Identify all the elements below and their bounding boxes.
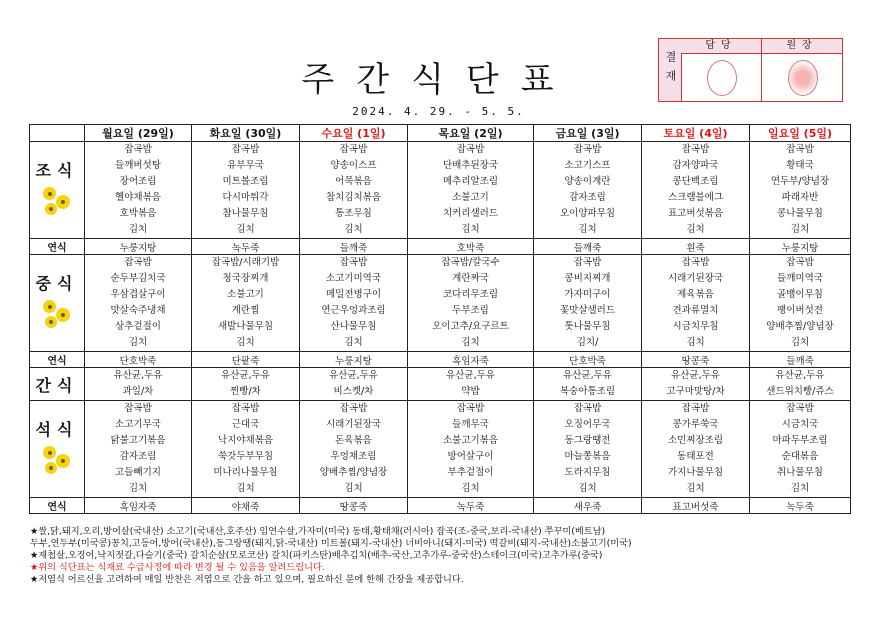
menu-item: 돈육볶음	[335, 435, 372, 446]
menu-item: 단배추된장국	[442, 160, 499, 171]
menu-item: 잡곡밥	[231, 144, 260, 155]
menu-item: 순대볶음	[781, 451, 819, 462]
menu-item: 김치	[461, 337, 480, 348]
day-header-row	[30, 125, 851, 142]
menu-item: 어묵볶음	[335, 176, 372, 187]
menu-item: 가지나물무침	[667, 467, 724, 478]
menu-item: 유산균,두유	[329, 370, 378, 381]
approval-stamp-director	[762, 54, 842, 101]
menu-cell	[85, 142, 192, 239]
menu-item: 김치	[790, 224, 810, 235]
menu-cell	[642, 368, 750, 401]
day-header: 일요일 (5일)	[750, 125, 851, 142]
menu-cell	[642, 255, 750, 352]
menu-cell	[192, 368, 300, 401]
snack-label: 연식	[30, 498, 85, 514]
menu-cell	[300, 368, 408, 401]
menu-item: 과일/차	[122, 386, 154, 397]
menu-item: 유산균,두유	[113, 370, 163, 381]
menu-item: 잡곡밥	[573, 403, 602, 414]
meal-label-cell	[30, 368, 85, 401]
menu-item: 잡곡밥	[786, 257, 814, 268]
snack-cell: 누룽지탕	[85, 239, 192, 255]
menu-cell	[534, 142, 642, 239]
menu-item: 잡곡밥	[339, 403, 368, 414]
menu-item: 팽이버섯전	[777, 305, 823, 316]
menu-cell	[408, 142, 534, 239]
menu-item: 잡곡밥	[786, 403, 814, 414]
meal-label-cell	[30, 142, 85, 239]
menu-item: 김치	[128, 337, 148, 348]
menu-item: 골뱅이무침	[777, 289, 823, 300]
approval-box	[658, 38, 843, 102]
menu-item: 잡곡밥	[231, 403, 260, 414]
corner-cell	[30, 125, 85, 142]
meal-label-cell	[30, 255, 85, 352]
snack-cell: 단호박죽	[534, 352, 642, 368]
meal-label: 간식	[35, 375, 79, 395]
menu-item: 잡곡밥/시래기밥	[211, 257, 280, 268]
menu-cell	[408, 368, 534, 401]
snack-cell: 단호박죽	[85, 352, 192, 368]
snack-label: 연식	[30, 352, 85, 368]
meal-row-dinner	[30, 401, 851, 498]
menu-item: 김치	[686, 483, 705, 494]
menu-item: 치커리샐러드	[442, 208, 499, 219]
menu-item: 메밀전병구이	[325, 289, 382, 300]
meal-row-afternoon	[30, 368, 851, 401]
notes	[30, 526, 860, 586]
snack-cell: 들깨죽	[750, 352, 851, 368]
menu-item: 잡곡밥	[124, 257, 152, 268]
menu-item: 소불고기	[227, 289, 264, 300]
menu-cell	[192, 255, 300, 352]
snack-cell: 누룽지탕	[750, 239, 851, 255]
menu-item: 샌드위치빵/쥬스	[766, 386, 834, 397]
menu-item: 다시마튀각	[222, 192, 269, 203]
menu-item: 김치	[686, 224, 705, 235]
flower-icon	[39, 185, 75, 219]
snack-cell: 흑임자죽	[85, 498, 192, 514]
menu-item: 유부무국	[227, 160, 264, 171]
snack-row-snack2	[30, 352, 851, 368]
snack-cell: 녹두죽	[192, 239, 300, 255]
menu-item: 김치	[686, 337, 705, 348]
menu-cell	[534, 401, 642, 498]
menu-item: 부추겉절이	[447, 467, 494, 478]
menu-item: 잡곡밥	[573, 144, 602, 155]
meal-row-lunch	[30, 255, 851, 352]
menu-item: 시금치무침	[672, 321, 719, 332]
menu-item: 감자양파국	[672, 160, 719, 171]
snack-cell: 새우죽	[534, 498, 642, 514]
menu-item: 비스켓/차	[333, 386, 374, 397]
menu-item: 코다리무조림	[442, 289, 499, 300]
menu-item: 김치	[236, 483, 255, 494]
menu-cell	[85, 368, 192, 401]
menu-item: 헬야채볶음	[115, 192, 161, 203]
menu-item: 들깨무국	[452, 419, 489, 430]
menu-item: 복숭아통조림	[559, 386, 616, 397]
menu-item: 소고기미역국	[325, 273, 382, 284]
menu-item: 동그랑땡전	[564, 435, 611, 446]
day-header: 목요일 (2일)	[408, 125, 534, 142]
menu-item: 톳나물무침	[564, 321, 611, 332]
menu-item: 양배추찜/양념장	[766, 321, 834, 332]
menu-item: 청국장찌개	[222, 273, 269, 284]
menu-item: 마늘쫑볶음	[564, 451, 611, 462]
note-line: 두부,연두부(미국콩)꽁치,고등어,방어(국내산),동그랑땡(돼지,닭-국내산) 미트볼(돼지-국내산) 너비아니(돼지-미국) 떡갈비(돼지-국내산)소불고기(미국)	[30, 538, 632, 549]
snack-cell: 야채죽	[192, 498, 300, 514]
snack-cell: 호박죽	[408, 239, 534, 255]
menu-item: 잡곡밥	[456, 144, 485, 155]
menu-cell	[85, 255, 192, 352]
meal-label: 조식	[35, 161, 79, 180]
menu-item: 메추리알조림	[442, 176, 499, 187]
menu-cell	[642, 142, 750, 239]
menu-item: 김치	[461, 224, 480, 235]
menu-cell	[534, 368, 642, 401]
meal-label-cell	[30, 401, 85, 498]
menu-item: 잡곡밥	[786, 144, 814, 155]
menu-item: 시래기된장국	[667, 273, 724, 284]
menu-item: 감자조림	[569, 192, 606, 203]
menu-item: 잡곡밥	[456, 403, 485, 414]
menu-item: 오이양파무침	[559, 208, 616, 219]
menu-item: 김치	[236, 224, 255, 235]
menu-item: 김치	[344, 224, 363, 235]
menu-item: 계란찜	[231, 305, 260, 316]
menu-item: 소불고기볶음	[442, 435, 499, 446]
menu-item: 우삼겹살구이	[110, 289, 166, 300]
menu-item: 김치	[461, 483, 480, 494]
menu-item: 잡곡밥	[339, 257, 368, 268]
menu-item: 동태포전	[677, 451, 714, 462]
menu-item: 스크램블에그	[667, 192, 724, 203]
menu-item: 방어살구이	[447, 451, 494, 462]
menu-item: 꽃맛살샐러드	[559, 305, 616, 316]
menu-item: 새발나물무침	[217, 321, 274, 332]
approval-stamp-staff	[681, 54, 762, 101]
menu-item: 쑥갓두부무침	[217, 451, 274, 462]
menu-item: 들깨버섯탕	[115, 160, 161, 171]
menu-item: 김치	[578, 483, 597, 494]
menu-item: 약밥	[461, 386, 480, 397]
menu-item: 표고버섯볶음	[667, 208, 724, 219]
menu-item: 콩나물무침	[777, 208, 823, 219]
menu-item: 호박볶음	[119, 208, 157, 219]
menu-item: 견과류멸치	[672, 305, 719, 316]
menu-item: 잡곡밥	[681, 257, 710, 268]
snack-cell: 흰죽	[642, 239, 750, 255]
meal-label: 중식	[35, 274, 79, 293]
menu-item: 들깨미역국	[777, 273, 823, 284]
menu-item: 미나리나물무침	[213, 467, 278, 478]
menu-item: 잡곡밥/칼국수	[441, 257, 500, 268]
menu-item: 김치	[128, 224, 148, 235]
menu-item: 유산균,두유	[563, 370, 612, 381]
menu-item: 유산균,두유	[446, 370, 495, 381]
note-line: ★위의 식단표는 식재료 수급사정에 따라 변경 될 수 있음을 알려드립니다.	[30, 562, 325, 573]
day-header: 수요일 (1일)	[300, 125, 408, 142]
menu-cell	[192, 401, 300, 498]
day-header: 화요일 (30일)	[192, 125, 300, 142]
menu-cell	[750, 368, 851, 401]
menu-item: 파래자반	[781, 192, 819, 203]
menu-item: 참나물무침	[222, 208, 269, 219]
note-line: ★저염식 어르신을 고려하여 매일 반찬은 저염으로 간을 하고 있으며, 필요하신 분에 한해 간장을 제공합니다.	[30, 574, 464, 585]
meal-row-breakfast	[30, 142, 851, 239]
menu-item: 찐빵/차	[230, 386, 261, 397]
menu-cell	[192, 142, 300, 239]
note-line: ★쌀,닭,돼지,오리,방어살(국내산) 소고기(국내산,호주산) 임연수살,가자미(미국) 동태,황태채(러시아) 잡곡(조-중국,보리-국내산) 쭈꾸미(베트남)	[30, 526, 606, 537]
menu-item: 양송이계란	[564, 176, 611, 187]
menu-item: 상추겉절이	[115, 321, 161, 332]
menu-item: 제육볶음	[677, 289, 714, 300]
menu-item: 통조무침	[335, 208, 372, 219]
menu-item: 맛살숙주냉채	[110, 305, 166, 316]
menu-item: 유산균,두유	[221, 370, 270, 381]
menu-item: 소불고기	[452, 192, 489, 203]
snack-cell: 누룽지탕	[300, 352, 408, 368]
menu-item: 미트볼조림	[222, 176, 269, 187]
menu-cell	[750, 401, 851, 498]
menu-cell	[642, 401, 750, 498]
menu-item: 김치	[236, 337, 255, 348]
menu-item: 유산균,두유	[671, 370, 720, 381]
menu-item: 시래기된장국	[325, 419, 382, 430]
snack-row-snack3	[30, 498, 851, 514]
menu-item: 우엉채조림	[330, 451, 377, 462]
menu-item: 소고기스프	[564, 160, 611, 171]
day-header: 금요일 (3일)	[534, 125, 642, 142]
menu-item: 잡곡밥	[681, 403, 710, 414]
flower-icon	[39, 444, 75, 478]
day-header: 월요일 (29일)	[85, 125, 192, 142]
snack-cell: 흑임자죽	[408, 352, 534, 368]
menu-item: 콩비지찌개	[564, 273, 611, 284]
snack-cell: 들깨죽	[534, 239, 642, 255]
menu-cell	[300, 255, 408, 352]
snack-cell: 단팥죽	[192, 352, 300, 368]
menu-item: 김치	[344, 483, 363, 494]
menu-cell	[85, 401, 192, 498]
snack-cell: 녹두죽	[408, 498, 534, 514]
menu-item: 김치/	[576, 337, 599, 348]
menu-cell	[408, 401, 534, 498]
approval-side-label: 결재	[659, 39, 682, 101]
menu-item: 취나물무침	[777, 467, 823, 478]
menu-item: 도라지무침	[564, 467, 611, 478]
menu-cell	[300, 401, 408, 498]
menu-item: 오징어무국	[564, 419, 611, 430]
menu-cell	[750, 255, 851, 352]
day-header: 토요일 (4일)	[642, 125, 750, 142]
menu-item: 양배추찜/양념장	[319, 467, 388, 478]
menu-item: 두부조림	[452, 305, 489, 316]
menu-cell	[408, 255, 534, 352]
menu-item: 감자조림	[119, 451, 157, 462]
weekly-menu-table	[29, 124, 851, 514]
date-range: 2024. 4. 29. - 5. 5.	[352, 105, 525, 118]
menu-item: 김치	[790, 483, 810, 494]
menu-item: 참치김치볶음	[325, 192, 382, 203]
menu-item: 산나물무침	[330, 321, 377, 332]
menu-item: 황태국	[786, 160, 814, 171]
stamp-icon	[707, 60, 737, 96]
flower-icon	[39, 298, 75, 332]
menu-cell	[534, 255, 642, 352]
menu-item: 닭불고기볶음	[110, 435, 166, 446]
snack-cell: 땅콩죽	[300, 498, 408, 514]
menu-item: 잡곡밥	[339, 144, 368, 155]
snack-cell: 녹두죽	[750, 498, 851, 514]
menu-item: 김치	[578, 224, 597, 235]
menu-cell	[300, 142, 408, 239]
menu-item: 계란짜국	[452, 273, 489, 284]
snack-cell: 표고버섯죽	[642, 498, 750, 514]
menu-item: 마파두부조림	[772, 435, 828, 446]
menu-item: 잡곡밥	[573, 257, 602, 268]
menu-item: 오이고추/요구르트	[432, 321, 509, 332]
note-line: ★재첩살,오징어,낙지젓갈,다슬기(중국) 갈치순살(모로코산) 갈치(파키스탄)배추김치(배추-국산,고추가루-중국산)스테이크(미국)고추가루(중국)	[30, 550, 603, 561]
menu-cell	[750, 142, 851, 239]
menu-item: 김치	[344, 337, 363, 348]
menu-item: 콩단백조림	[672, 176, 719, 187]
meal-label: 석식	[35, 420, 79, 439]
menu-item: 잡곡밥	[124, 144, 152, 155]
stamp-icon	[788, 60, 818, 96]
menu-item: 유산균,두유	[775, 370, 825, 381]
snack-row-snack1	[30, 239, 851, 255]
menu-item: 순두부김치국	[110, 273, 166, 284]
menu-item: 고들빼기지	[115, 467, 161, 478]
menu-item: 연두부/양념장	[770, 176, 830, 187]
menu-item: 김치	[128, 483, 148, 494]
menu-item: 김치	[790, 337, 810, 348]
menu-item: 소고기무국	[115, 419, 161, 430]
menu-item: 시금치국	[781, 419, 819, 430]
menu-item: 낙지야채볶음	[217, 435, 274, 446]
menu-item: 연근우엉과조림	[321, 305, 386, 316]
approval-col-staff: 담당	[681, 39, 762, 54]
page-title: 주간식단표	[301, 60, 576, 100]
approval-col-director: 원장	[762, 39, 842, 54]
menu-item: 장어조림	[119, 176, 157, 187]
menu-item: 잡곡밥	[681, 144, 710, 155]
menu-item: 근대국	[231, 419, 260, 430]
snack-cell: 들깨죽	[300, 239, 408, 255]
menu-item: 양송이스프	[330, 160, 377, 171]
menu-item: 콩가루쑥국	[672, 419, 719, 430]
menu-item: 고구마맛탕/차	[666, 386, 725, 397]
snack-cell: 땅콩죽	[642, 352, 750, 368]
snack-label: 연식	[30, 239, 85, 255]
menu-item: 가자미구이	[564, 289, 611, 300]
menu-item: 잡곡밥	[124, 403, 152, 414]
menu-item: 소민찌장조림	[667, 435, 724, 446]
